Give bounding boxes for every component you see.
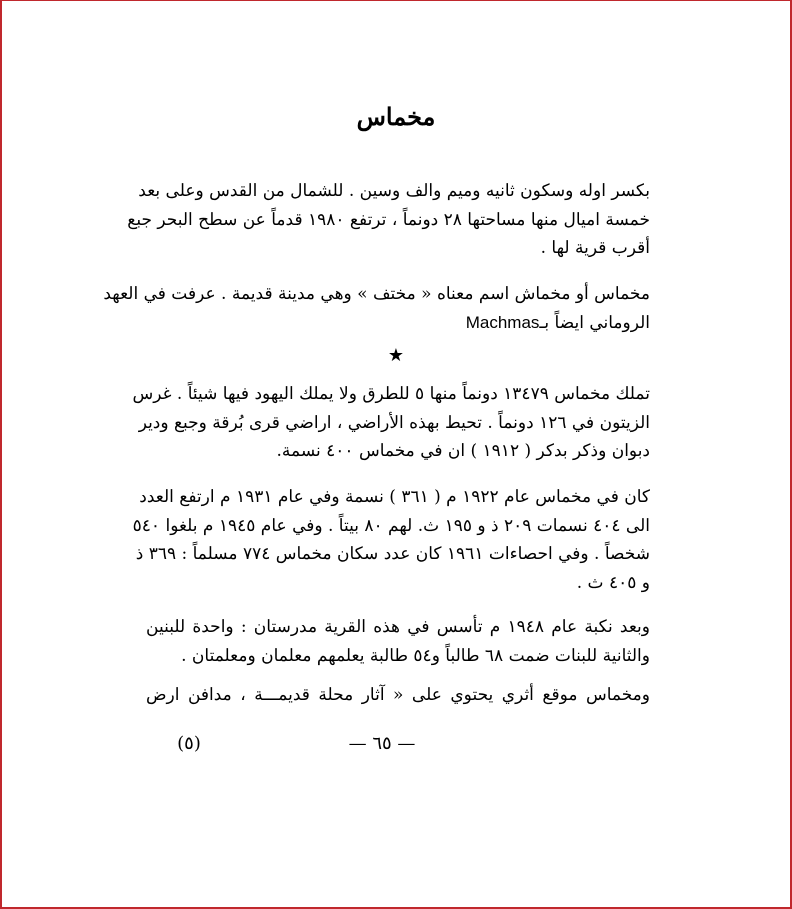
paragraph-3 <box>132 380 650 466</box>
paragraph-line: ومخماس موقع أثري يحتوي على « آثار محلة قديمـــة ، مدافن ارض <box>146 685 650 705</box>
paragraph-5 <box>146 613 650 670</box>
paragraph-line: الزيتون في ١٢٦ دونماً . تحيط بهذه الأراضي ، اراضي قرى بُرقة وجبع ودير <box>138 412 650 433</box>
paragraph-line: بكسر اوله وسكون ثانيه وميم والف وسين . للشمال من القدس وعلى بعد <box>138 181 650 201</box>
paragraph-line: كان في مخماس عام ١٩٢٢ م ( ٣٦١ ) نسمة وفي عام ١٩٣١ م ارتفع العدد <box>139 487 650 507</box>
paragraph-line: مخماس أو مخماش اسم معناه « مختف » وهي مدينة قديمة . عرفت في العهد <box>103 284 650 304</box>
star-divider-icon: ★ <box>387 345 405 366</box>
paragraph-line: وبعد نكبة عام ١٩٤٨ م تأسس في هذه القرية مدرستان : واحدة للبنين <box>146 617 650 637</box>
paragraph-6 <box>146 681 650 710</box>
paragraph-line: أقرب قرية لها . <box>540 238 650 258</box>
paragraph-line: دبوان وذكر بدكر ( ١٩١٢ ) ان في مخماس ٤٠٠ نسمة. <box>276 441 650 461</box>
paragraph-line: خمسة اميال منها مساحتها ٢٨ دونماً ، ترتفع ١٩٨٠ قدماً عن سطح البحر جبع <box>127 209 650 230</box>
paragraph-line: و ٤٠٥ ث . <box>576 572 650 593</box>
latin-place-name: Machmas <box>465 312 540 332</box>
paragraph-line: والثانية للبنات ضمت ٦٨ طالباً و٥٤ طالبة يعلمهم معلمان ومعلمتان . <box>181 645 650 666</box>
paragraph-line: الى ٤٠٤ نسمات ٢٠٩ ذ و ١٩٥ ث. لهم ٨٠ بيتاً . وفي عام ١٩٤٥ م بلغوا ٥٤٠ <box>132 515 650 536</box>
paragraph-4 <box>132 483 650 597</box>
paragraph-2 <box>103 280 650 337</box>
signature-mark: (٥) <box>177 733 201 754</box>
paragraph-1 <box>127 177 650 263</box>
paragraph-line-with-latin <box>146 309 650 338</box>
paragraph-line-text: الروماني ايضاً بـ <box>539 312 650 333</box>
paragraph-line: شخصاً . وفي احصاءات ١٩٦١ كان عدد سكان مخماس ٧٧٤ مسلماً : ٣٦٩ ذ <box>135 544 650 564</box>
paragraph-line: تملك مخماس ١٣٤٧٩ دونماً منها ٥ للطرق ولا يملك اليهود فيها شيئاً . غرس <box>132 384 650 404</box>
page-title: مخماس <box>356 102 436 131</box>
page-number: — ٦٥ — <box>348 733 416 754</box>
